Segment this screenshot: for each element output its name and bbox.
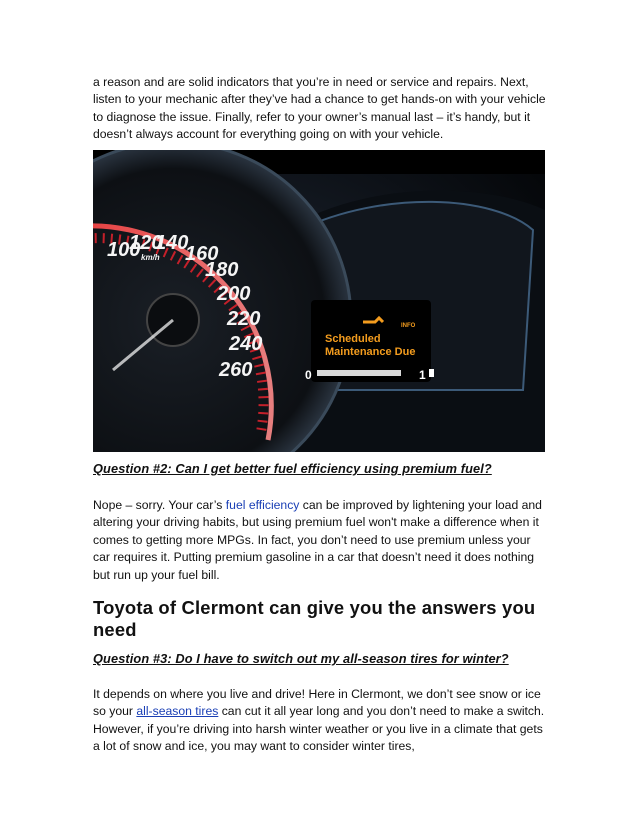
speed-label-120: 120 [129,232,163,254]
display-scheduled: Scheduled [325,333,381,345]
speed-label-100: 100 [107,239,141,261]
display-maintenance-due: Maintenance Due [325,346,416,358]
dashboard-photo [93,150,545,452]
speed-label-200: 200 [217,283,251,305]
gauge-max-label: 1 [419,368,426,382]
info-badge: INFO [401,323,416,329]
question-3-heading: Question #3: Do I have to switch out my all-season tires for winter? [93,651,509,666]
speed-label-160: 160 [185,243,219,265]
question-3-paragraph: It depends on where you live and drive! Here in Clermont, we don’t see snow or ice so your all-season tires can cut it all year long and you don’t need to make a switch. However, if you’re driving into harsh winter weather or you live in a climate that gets a lot of snow and ice, you may want to consider winter tires, [93,687,545,754]
intro-paragraph: a reason and are solid indicators that you’re in need or service and repairs. Next, listen to your mechanic after they’ve had a chance to get hands-on with your vehicle to diagnose the issue. Finally, refer to your owner’s manual last – it’s handy, but it doesn’t always account for everything going on with your vehicle. [93,75,546,142]
fuel-efficiency-link[interactable]: fuel efficiency [225,498,300,512]
speed-label-260: 260 [219,359,253,381]
speed-label-180: 180 [205,259,239,281]
speed-label-140: 140 [155,232,189,254]
gauge-min-label: 0 [305,368,312,382]
question-2-heading: Question #2: Can I get better fuel efficiency using premium fuel? [93,461,492,476]
speed-unit: km/h [141,253,160,262]
question-2-paragraph: Nope – sorry. Your car’s fuel efficiency can be improved by lightening your load and altering your driving habits, but using premium fuel won't make a difference when it comes to getting more MPGs. In fact, you don’t need to use premium unless your car requires it. Putting premium gasoline in a car that doesn’t need it does nothing but run up your fuel bill. [93,498,542,582]
all-season-tires-link[interactable]: all-season tires [136,704,219,719]
section-heading: Toyota of Clermont can give you the answers you need [93,597,536,640]
fuel-pump-icon [429,369,434,377]
speed-label-220: 220 [227,308,261,330]
speed-label-240: 240 [229,333,263,355]
